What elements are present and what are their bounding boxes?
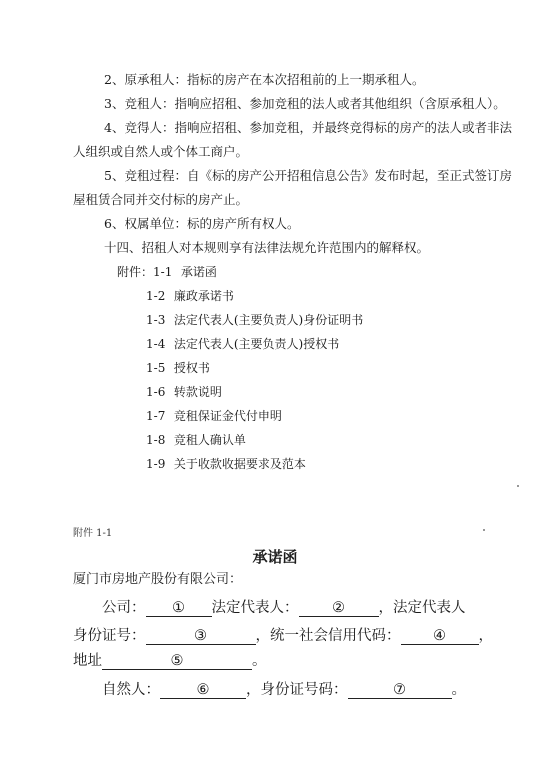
row2-tail: ，	[478, 628, 493, 644]
definition-line: 人组织或自然人或个体工商户。	[73, 144, 249, 159]
form-row-company	[102, 598, 466, 618]
attachment-label: 附件 1-1	[73, 528, 113, 539]
attachment-name: 转款说明	[173, 385, 222, 399]
attachment-list	[117, 264, 217, 280]
attachment-code: 1-8	[146, 433, 166, 447]
natural-person-label: 自然人：	[102, 682, 160, 698]
form-row-id	[73, 626, 493, 646]
address-blank: ⑤	[102, 651, 252, 670]
attachment-item	[146, 360, 210, 376]
form-row-person	[102, 680, 466, 700]
legal-rep-label: 法定代表人：	[211, 600, 299, 616]
attachment-name: 竞租保证金代付申明	[173, 409, 282, 423]
company-blank: ①	[146, 598, 212, 617]
definition-line: 屋租赁合同并交付标的房产止。	[73, 192, 249, 207]
attachment-code: 1-4	[146, 337, 166, 351]
legal-rep-blank: ②	[299, 598, 379, 617]
id-number-blank: ③	[146, 626, 256, 645]
person-id-label: ，身份证号码：	[246, 682, 348, 698]
attachment-name: 竞租人确认单	[173, 433, 246, 447]
attachment-item	[146, 384, 222, 400]
company-label: 公司：	[102, 600, 146, 616]
scan-speck	[483, 529, 485, 531]
letter-addressee: 厦门市房地产股份有限公司：	[73, 572, 243, 587]
credit-code-blank: ④	[401, 626, 479, 645]
attachment-code: 1-5	[146, 361, 166, 375]
natural-person-blank: ⑥	[160, 680, 246, 699]
definition-line: 3、竞租人：指响应招租、参加竞租的法人或者其他组织（含原承租人）。	[104, 96, 506, 111]
definition-line: 6、权属单位：标的房产所有权人。	[104, 216, 300, 231]
attachment-name: 承诺函	[180, 265, 217, 279]
id-number-label: 身份证号：	[73, 628, 146, 644]
attachment-name: 关于收款收据要求及范本	[173, 457, 306, 471]
attachment-name: 廉政承诺书	[173, 289, 234, 303]
attachment-code: 1-3	[146, 313, 166, 327]
letter-title: 承诺函	[252, 548, 298, 566]
attachment-item	[146, 432, 246, 448]
person-id-blank: ⑦	[348, 680, 452, 699]
attachment-code: 1-7	[146, 409, 166, 423]
form-row-address	[73, 651, 267, 671]
address-label: 地址	[73, 653, 102, 669]
scan-speck	[517, 485, 519, 487]
attachment-code: 1-2	[146, 289, 166, 303]
attachment-item	[146, 408, 282, 424]
row1-tail: ，法定代表人	[378, 600, 466, 616]
attachment-item	[146, 288, 234, 304]
clause-fourteen: 十四、招租人对本规则享有法律法规允许范围内的解释权。	[104, 240, 430, 255]
row3-tail: 。	[252, 653, 267, 669]
credit-code-label: ，统一社会信用代码：	[255, 628, 401, 644]
attachment-code: 1-9	[146, 457, 166, 471]
attachment-item	[146, 312, 363, 328]
definition-line: 5、竞租过程：自《标的房产公开招租信息公告》发布时起，至正式签订房	[104, 168, 512, 183]
attachment-name: 法定代表人(主要负责人)身份证明书	[173, 313, 364, 327]
row4-tail: 。	[451, 682, 466, 698]
definition-line: 2、原承租人：指标的房产在本次招租前的上一期承租人。	[104, 72, 425, 87]
definition-line: 4、竞得人：指响应招租、参加竞租，并最终竞得标的房产的法人或者非法	[104, 120, 512, 135]
attachment-code: 1-6	[146, 385, 166, 399]
attachment-code: 1-1	[153, 265, 173, 279]
attachment-item	[146, 456, 306, 472]
attachment-name: 授权书	[173, 361, 210, 375]
attachment-name: 法定代表人(主要负责人)授权书	[173, 337, 340, 351]
attachment-heading: 附件：	[117, 265, 154, 279]
attachment-item	[146, 336, 339, 352]
